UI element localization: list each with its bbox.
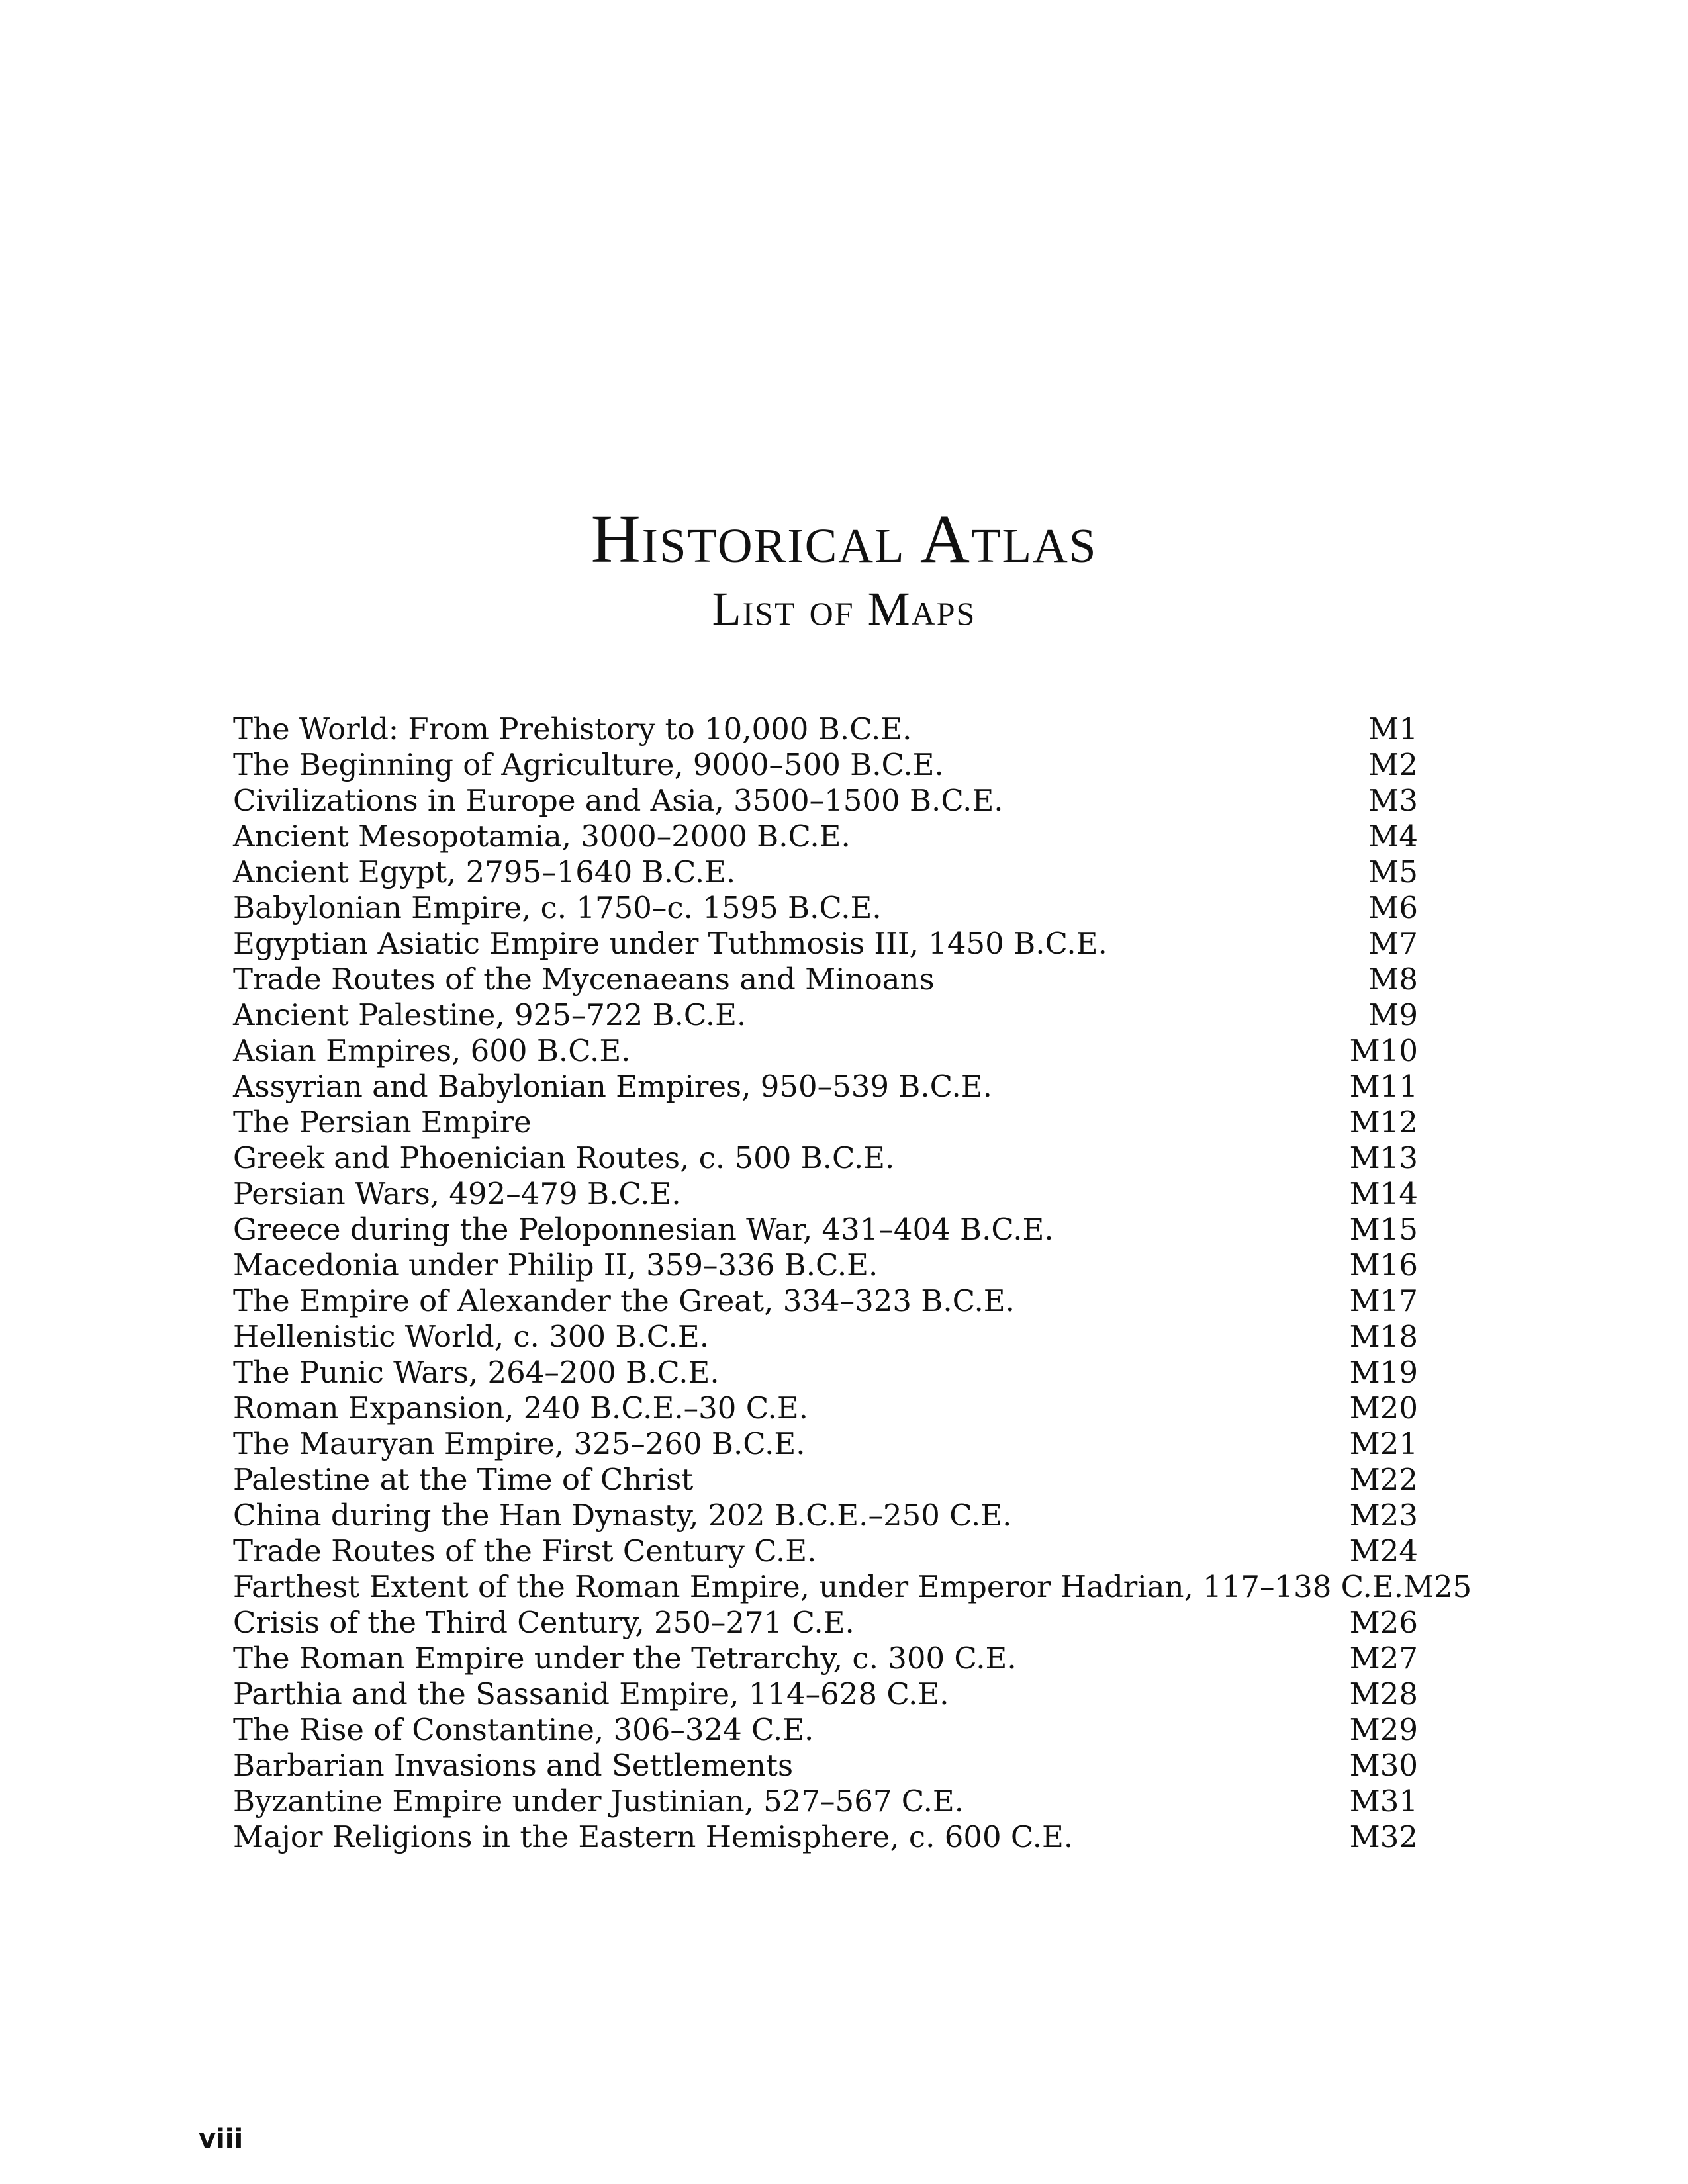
list-item <box>233 1462 1418 1498</box>
map-number: M27 <box>1349 1641 1418 1676</box>
map-list <box>233 711 1472 1855</box>
map-number: M13 <box>1349 1140 1418 1175</box>
list-item <box>233 1712 1418 1748</box>
map-number: M24 <box>1349 1533 1418 1569</box>
list-item <box>233 1676 1418 1712</box>
list-item <box>233 1533 1418 1569</box>
map-number: M31 <box>1349 1784 1418 1819</box>
map-title: Major Religions in the Eastern Hemisphere, c. 600 C.E. <box>233 1819 1074 1854</box>
map-number: M15 <box>1349 1212 1418 1247</box>
list-item <box>233 997 1418 1033</box>
map-number: M23 <box>1349 1498 1418 1533</box>
map-number: M12 <box>1349 1105 1418 1140</box>
map-title: The Mauryan Empire, 325–260 B.C.E. <box>233 1426 806 1461</box>
list-item <box>233 1819 1418 1855</box>
list-item <box>233 1319 1418 1355</box>
list-item <box>233 854 1418 890</box>
map-title: Barbarian Invasions and Settlements <box>233 1748 794 1783</box>
list-item <box>233 783 1418 819</box>
map-number: M16 <box>1349 1248 1418 1283</box>
map-number: M7 <box>1368 926 1418 961</box>
map-title: Ancient Egypt, 2795–1640 B.C.E. <box>233 854 736 889</box>
map-number: M21 <box>1349 1426 1418 1461</box>
list-item <box>233 1176 1418 1212</box>
list-item <box>233 1069 1418 1105</box>
map-number: M32 <box>1349 1819 1418 1854</box>
map-number: M1 <box>1368 711 1418 747</box>
map-title: Trade Routes of the First Century C.E. <box>233 1533 817 1569</box>
map-title: Egyptian Asiatic Empire under Tuthmosis III, 1450 B.C.E. <box>233 926 1107 961</box>
map-number: M25 <box>1403 1569 1472 1604</box>
map-title: Persian Wars, 492–479 B.C.E. <box>233 1176 681 1211</box>
map-title: The Persian Empire <box>233 1105 532 1140</box>
map-title: Trade Routes of the Mycenaeans and Minoans <box>233 962 935 997</box>
map-title: Ancient Palestine, 925–722 B.C.E. <box>233 997 747 1032</box>
map-number: M22 <box>1349 1462 1418 1497</box>
list-item <box>233 926 1418 962</box>
list-item <box>233 1355 1418 1390</box>
map-number: M20 <box>1349 1390 1418 1426</box>
map-title: Palestine at the Time of Christ <box>233 1462 694 1497</box>
map-title: China during the Han Dynasty, 202 B.C.E.–250 C.E. <box>233 1498 1012 1533</box>
list-item <box>233 1426 1418 1462</box>
map-number: M17 <box>1349 1283 1418 1318</box>
map-number: M14 <box>1349 1176 1418 1211</box>
page-title: Historical Atlas <box>590 501 1098 577</box>
list-item <box>233 1498 1418 1533</box>
map-number: M5 <box>1368 854 1418 889</box>
map-title: Civilizations in Europe and Asia, 3500–1500 B.C.E. <box>233 783 1004 818</box>
map-title: Parthia and the Sassanid Empire, 114–628 C.E. <box>233 1676 949 1711</box>
page-number: viii <box>199 2124 244 2154</box>
map-number: M28 <box>1349 1676 1418 1711</box>
map-title: The Punic Wars, 264–200 B.C.E. <box>233 1355 720 1390</box>
map-title: Hellenistic World, c. 300 B.C.E. <box>233 1319 710 1354</box>
map-number: M3 <box>1368 783 1418 818</box>
map-number: M11 <box>1349 1069 1418 1104</box>
list-item <box>233 1641 1418 1676</box>
list-item <box>233 890 1418 926</box>
map-title: Crisis of the Third Century, 250–271 C.E. <box>233 1605 855 1640</box>
list-item <box>233 962 1418 997</box>
map-number: M26 <box>1349 1605 1418 1640</box>
list-item <box>233 1569 1472 1605</box>
map-title: Roman Expansion, 240 B.C.E.–30 C.E. <box>233 1390 808 1426</box>
list-item <box>233 1248 1418 1283</box>
map-number: M19 <box>1349 1355 1418 1390</box>
map-number: M29 <box>1349 1712 1418 1747</box>
map-title: Macedonia under Philip II, 359–336 B.C.E. <box>233 1248 878 1283</box>
map-number: M18 <box>1349 1319 1418 1354</box>
list-item <box>233 1140 1418 1176</box>
list-item <box>233 1033 1418 1069</box>
map-title: The World: From Prehistory to 10,000 B.C.E. <box>233 711 912 747</box>
list-item <box>233 1212 1418 1248</box>
map-title: The Rise of Constantine, 306–324 C.E. <box>233 1712 814 1747</box>
list-item <box>233 747 1418 783</box>
map-title: Greek and Phoenician Routes, c. 500 B.C.E. <box>233 1140 895 1175</box>
map-title: Babylonian Empire, c. 1750–c. 1595 B.C.E. <box>233 890 882 925</box>
map-title: The Roman Empire under the Tetrarchy, c. 300 C.E. <box>233 1641 1017 1676</box>
list-item <box>233 711 1418 747</box>
list-item <box>233 819 1418 854</box>
map-title: Asian Empires, 600 B.C.E. <box>233 1033 631 1068</box>
list-item <box>233 1283 1418 1319</box>
list-item <box>233 1784 1418 1819</box>
map-title: The Empire of Alexander the Great, 334–323 B.C.E. <box>233 1283 1015 1318</box>
map-title: Assyrian and Babylonian Empires, 950–539 B.C.E. <box>233 1069 992 1104</box>
map-title: Greece during the Peloponnesian War, 431–404 B.C.E. <box>233 1212 1054 1247</box>
map-number: M9 <box>1368 997 1418 1032</box>
map-number: M10 <box>1349 1033 1418 1068</box>
map-title: Farthest Extent of the Roman Empire, under Emperor Hadrian, 117–138 C.E. <box>233 1569 1403 1604</box>
map-number: M6 <box>1368 890 1418 925</box>
page-subtitle: List of Maps <box>712 582 976 635</box>
map-title: Ancient Mesopotamia, 3000–2000 B.C.E. <box>233 819 851 854</box>
map-number: M30 <box>1349 1748 1418 1783</box>
list-item <box>233 1105 1418 1140</box>
map-number: M4 <box>1368 819 1418 854</box>
map-number: M8 <box>1368 962 1418 997</box>
map-title: The Beginning of Agriculture, 9000–500 B.C.E. <box>233 747 944 782</box>
map-title: Byzantine Empire under Justinian, 527–567 C.E. <box>233 1784 964 1819</box>
list-item <box>233 1605 1418 1641</box>
list-item <box>233 1390 1418 1426</box>
list-item <box>233 1748 1418 1784</box>
map-number: M2 <box>1368 747 1418 782</box>
